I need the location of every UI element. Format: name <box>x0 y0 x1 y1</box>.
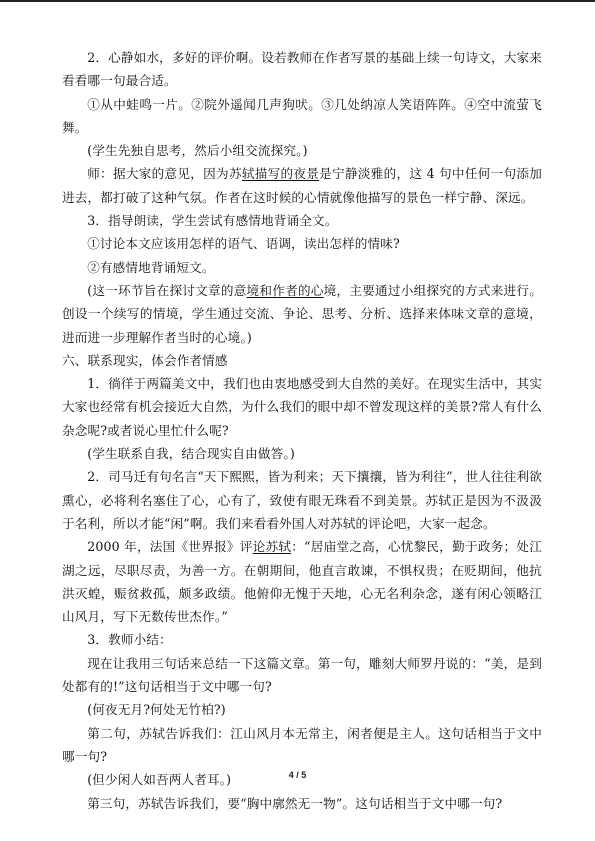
top-rule <box>0 0 595 2</box>
paragraph: ②有感情地背诵短文。 <box>87 259 215 275</box>
paragraph: (学生联系自我，结合现实自由做答。) <box>87 446 295 462</box>
text-run: 师：据大家的意见，因为苏 <box>87 166 242 182</box>
document-body <box>62 46 542 815</box>
paragraph: (何夜无月?何处无竹柏?) <box>87 702 226 718</box>
paragraph: 第二句，苏轼告诉我们：江山风月本无常主，闲者便是主人。这句话相当于文中哪一句? <box>62 725 542 764</box>
paragraph: 3．指导朗读，学生尝试有感情地背诵全文。 <box>87 213 338 229</box>
paragraph: 2．心静如水，多好的评价啊。设若教师在作者写景的基础上续一句诗文，大家来看看哪一句最合适。 <box>62 50 542 89</box>
paragraph: ①讨论本文应该用怎样的语气、语调，读出怎样的情味? <box>87 236 400 252</box>
paragraph <box>62 535 542 628</box>
text-run: 是宁静淡雅的，这 4 句中任何一句添加进去，都打破了这种气氛。作者在这时候的心情就像他描写的景色一样宁静、深远。 <box>62 166 542 205</box>
paragraph: (但少闲人如吾两人者耳。) <box>87 772 232 788</box>
paragraph: 3．教师小结： <box>87 632 172 648</box>
text-run: 境，主要通过小组探究的方式来进行。创设一个续写的情境，学生通过交流、争论、思考、分析、选择来体味文章的意境，进而进一步理解作者当时的心境。) <box>62 282 542 345</box>
underlined-text: 轼描写的夜景 <box>241 166 320 182</box>
page-number: 4 / 5 <box>288 770 307 780</box>
paragraph <box>62 279 542 349</box>
paragraph: 1．徜徉于两篇美文中，我们也由衷地感受到大自然的美好。在现实生活中，其实大家也经常有机会接近大自然，为什么我们的眼中却不曾发现这样的美景?常人有什么杂念呢?或者说心里忙什么呢? <box>62 376 542 438</box>
paragraph: 第三句，苏轼告诉我们，要“胸中廓然无一物”。这句话相当于文中哪一句? <box>87 795 503 811</box>
text-run: (这一环节旨在探讨文章的意 <box>87 282 247 298</box>
text-run: ：“居庙堂之高，心忧黎民，勤于政务；处江湖之远，尽职尽责，为善一方。在朝期间，他直言敢谏，不惧权贵；在贬期间，他抗洪灭蝗，赈贫救孤，颇多政绩。他俯仰无愧于天地，心无名利杂念，遂有闲心领略江山风月，写下无数传世杰作。” <box>62 539 542 625</box>
text-run: 2000 年，法国《世界报》评 <box>87 539 253 555</box>
paragraph <box>62 162 542 209</box>
underlined-text: 境和作者的心 <box>246 282 324 298</box>
paragraph: (学生先独自思考，然后小组交流探究。) <box>87 143 308 159</box>
paragraph: 现在让我用三句话来总结一下这篇文章。第一句，雕刻大师罗丹说的：“美，是到处都有的!”这句话相当于文中哪一句? <box>62 655 542 695</box>
underlined-text: 论苏轼 <box>252 539 292 555</box>
section-heading: 六、联系现实，体会作者情感 <box>62 352 228 368</box>
paragraph: 2．司马迁有句名言“天下熙熙，皆为利来；天下攘攘，皆为利往”，世人往往利欲熏心，必将利名塞住了心，心有了，致使有眼无珠看不到美景。苏轼正是因为不汲汲于名利，所以才能“闲”啊。我们来看看外国人对苏轼的评论吧，大家一起念。 <box>62 469 542 531</box>
paragraph: ①从中蛙鸣一片。②院外遥闻几声狗吠。③几处纳凉人笑语阵阵。④空中流萤飞舞。 <box>62 96 542 135</box>
